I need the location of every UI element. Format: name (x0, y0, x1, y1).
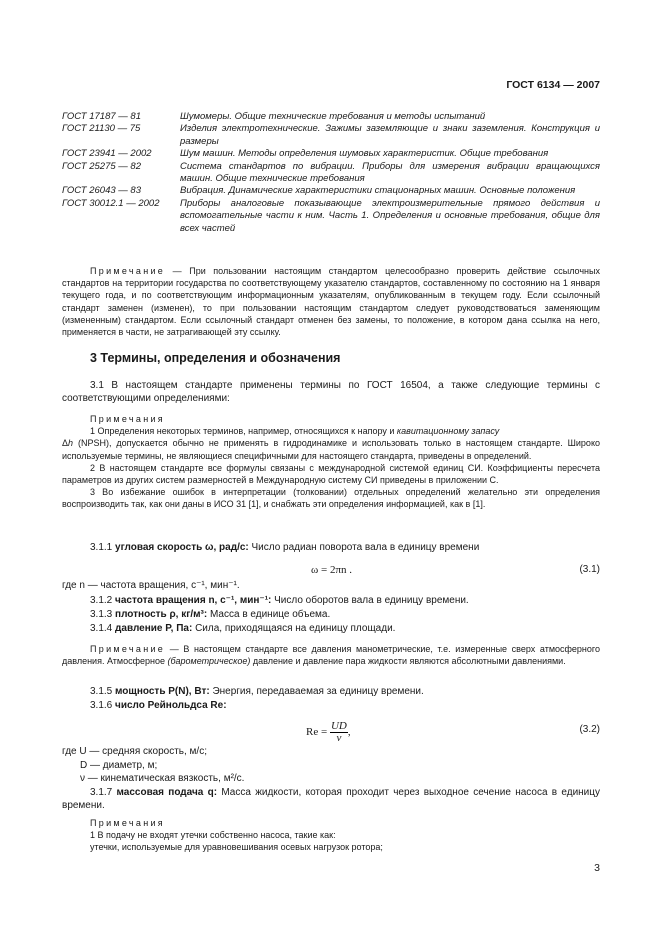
reference-code: ГОСТ 17187 — 81 (62, 111, 141, 122)
reference-title: Система стандартов по вибрации. Приборы для измерения вибрации вращающихся машин. Общие технические требования (180, 160, 600, 185)
equation-formula: ω = 2πn . (311, 564, 352, 576)
section-title: 3 Термины, определения и обозначения (90, 351, 341, 365)
reference-code: ГОСТ 25275 — 82 (62, 160, 141, 172)
reference-item (62, 148, 600, 160)
where-n: где n — частота вращения, с⁻¹, мин⁻¹. (62, 580, 240, 591)
term-3-1-4: 3.1.4 давление P, Па: Сила, приходящаяся на единицу площади. (90, 623, 396, 634)
reference-title: Вибрация. Динамические характеристики стационарных машин. Основные положения (180, 185, 576, 197)
reference-title: Шум машин. Методы определения шумовых характеристик. Общие требования (180, 148, 549, 160)
equation-number: (3.2) (579, 724, 600, 735)
reference-title: Приборы аналоговые показывающие электроизмерительные прямого действия и вспомогательные части к ним. Часть 1. Определения и основные требования, общие для всех частей (180, 197, 600, 234)
reference-item (62, 161, 600, 186)
reference-item (62, 198, 600, 235)
document-page (62, 0, 600, 936)
reference-item (62, 185, 600, 197)
equation-3-2 (62, 718, 600, 742)
reference-item (62, 111, 600, 123)
term-3-1-3: 3.1.3 плотность ρ, кг/м³: Масса в единице объема. (90, 609, 331, 620)
notes-label: Примечания (90, 414, 165, 424)
reference-title: Шумомеры. Общие технические требования и методы испытаний (180, 111, 486, 122)
note-item-3: 3 Во избежание ошибок в интерпретации (толковании) отдельных определений желательно эти определения воспроизводить так, как они даны в ИСО 31 [1], и снабжать эти определения информацией, как в [1]. (62, 487, 600, 510)
page-number: 3 (594, 862, 600, 874)
term-3-1-5: 3.1.5 мощность P(N), Вт: Энергия, передаваемая за единицу времени. (90, 686, 424, 697)
document-header: ГОСТ 6134 — 2007 (506, 79, 600, 91)
note-label: Примечание (90, 266, 166, 276)
reference-note (62, 265, 600, 338)
note-item-1: 1 В подачу не входят утечки собственно насоса, такие как: (90, 830, 336, 841)
reference-item (62, 123, 600, 148)
term-3-1-6: 3.1.6 число Рейнольдса Re: (90, 700, 227, 711)
reference-code: ГОСТ 21130 — 75 (62, 123, 141, 135)
reference-list (62, 111, 600, 235)
term-3-1-1: 3.1.1 угловая скорость ω, рад/с: Число радиан поворота вала в единицу времени (90, 542, 480, 553)
reference-code: ГОСТ 23941 — 2002 (62, 148, 152, 160)
term-3-1-7: 3.1.7 массовая подача q: Масса жидкости, которая проходит через выходное сечение насоса в единицу времени. (62, 787, 600, 812)
note-item-2: 2 В настоящем стандарте все формулы связаны с международной системой единиц СИ. Коэффициенты пересчета параметров из других систем размерностей в Международную систему СИ приведены в приложении С. (62, 462, 600, 486)
notes-block-2: Примечания 1 В подачу не входят утечки собственно насоса, такие как: утечки, используемые для уравновешивания осевых нагрузок ротора; (62, 817, 600, 854)
equation-formula: Re = $\frac{UD}{\nu}$ , (306, 720, 351, 744)
reference-code: ГОСТ 30012.1 — 2002 (62, 197, 160, 209)
equation-3-1 (62, 564, 600, 578)
notes-block (62, 413, 600, 511)
where-d: D — диаметр, м; (80, 760, 158, 771)
pressure-note: Примечание — В настоящем стандарте все давления манометрические, т.е. измеренные сверх атмосферного давления. Атмосферное (барометрическое) давление и давление пара жидкости являются абсолютными давлениями. (62, 644, 600, 667)
where-v: ν — кинематическая вязкость, м²/с. (80, 773, 245, 784)
reference-title: Изделия электротехнические. Зажимы заземляющие и знаки заземления. Конструкция и размеры (180, 123, 600, 147)
where-u: где U — средняя скорость, м/с; (62, 746, 207, 757)
term-3-1-2: 3.1.2 частота вращения n, с⁻¹, мин⁻¹: Число оборотов вала в единицу времени. (90, 595, 469, 606)
note-text: — При пользовании настоящим стандартом целесообразно проверить действие ссылочных стандартов на территории государства по соответствующему указателю стандартов, составленному по состоянию на 1 января текущего года, и по соответствующим информационным указателям, опубликованным в текущем году. Если ссылочный стандарт заменен (изменен), то при пользовании настоящим стандартом следует руководствоваться заменяющим (измененным) стандартом. Если ссылочный стандарт отменен без замены, то положение, в котором дана ссылка на него, применяется в части, не затрагивающей эту ссылку. (62, 266, 600, 338)
note-item-1: 1 Определения некоторых терминов, например, относящихся к напору и кавитационному запасу Δh (NPSH), допускается обычно не применять в гидродинамике и использовать только в настоящем стандарте. Широко используемые термины, не являющиеся специфичными для настоящего стандарта, приведены в определений. (62, 426, 600, 461)
equation-number: (3.1) (579, 564, 600, 575)
reference-code: ГОСТ 26043 — 83 (62, 185, 141, 197)
note-item-2: утечки, используемые для уравновешивания осевых нагрузок ротора; (90, 842, 383, 853)
paragraph-3-1: 3.1 В настоящем стандарте применены термины по ГОСТ 16504, а также следующие термины с соответствующими определениями: (62, 380, 600, 405)
